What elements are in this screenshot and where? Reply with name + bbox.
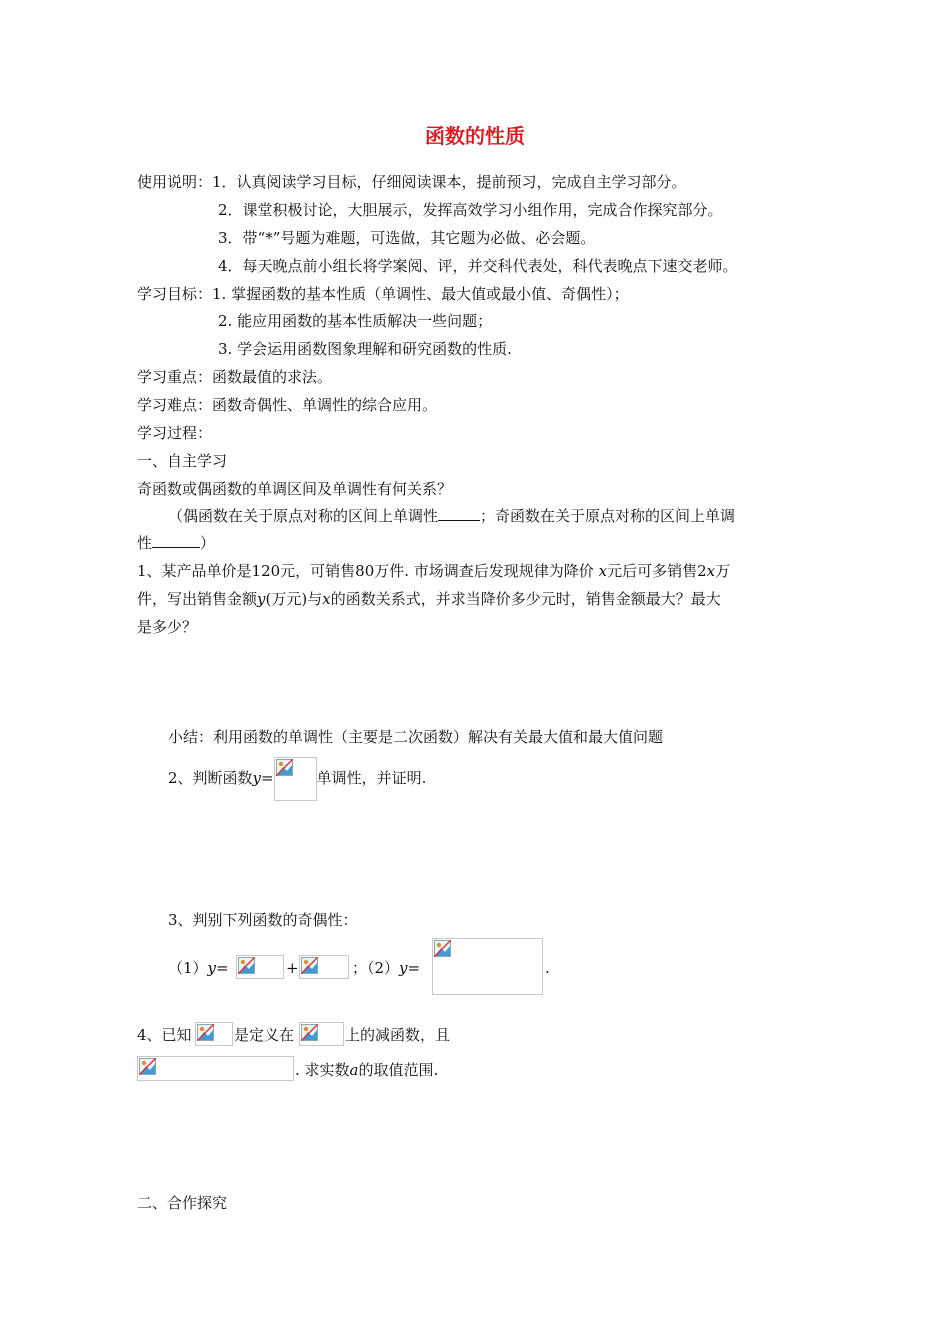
broken-image-icon xyxy=(301,1024,318,1041)
formula-image xyxy=(432,938,543,995)
q1-line-3: 是多少？ xyxy=(137,618,198,636)
usage-label: 使用说明： xyxy=(137,173,213,191)
usage-item-4: 4．每天晚点前小组长将学案阅、评，并交科代表处，科代表晚点下速交老师。 xyxy=(218,257,738,275)
usage-item-3: 3．带“*”号题为难题，可选做，其它题为必做、必会题。 xyxy=(218,229,596,247)
broken-image-icon xyxy=(301,957,318,974)
section-self-study: 一、自主学习 xyxy=(137,452,228,470)
summary: 小结：利用函数的单调性（主要是二次函数）解决有关最大值和最大值问题 xyxy=(168,728,664,746)
answer-blank-even[interactable] xyxy=(438,506,480,521)
formula-image xyxy=(236,955,284,979)
broken-image-icon xyxy=(276,759,293,776)
section-cooperative: 二、合作探究 xyxy=(137,1194,228,1212)
goals-label: 学习目标： xyxy=(137,285,213,303)
q1-line-1: 1、某产品单价是120元，可销售80万件. 市场调查后发现规律为降价 x元后可多销售2x万 xyxy=(137,562,731,580)
q1-line-2: 件，写出销售金额y(万元)与x的函数关系式，并求当降价多少元时，销售金额最大？最大 xyxy=(137,590,721,608)
broken-image-icon xyxy=(434,940,451,957)
answer-blank-odd[interactable] xyxy=(152,533,200,548)
formula-image xyxy=(299,955,349,979)
formula-image xyxy=(137,1056,294,1081)
question-intro: 奇函数或偶函数的单调区间及单调性有何关系？ xyxy=(137,480,453,498)
broken-image-icon xyxy=(139,1058,156,1075)
process-label: 学习过程： xyxy=(137,424,213,442)
broken-image-icon xyxy=(238,957,255,974)
goal-item-3: 3. 学会运用函数图象理解和研究函数的性质. xyxy=(218,340,512,358)
formula-image xyxy=(274,757,317,801)
key-point: 学习重点：函数最值的求法。 xyxy=(137,368,333,386)
usage-item-1: 使用说明：1．认真阅读学习目标，仔细阅读课本，提前预习，完成自主学习部分。 xyxy=(137,173,687,191)
q3-intro: 3、判别下列函数的奇偶性： xyxy=(168,911,358,929)
usage-item-2: 2．课堂积极讨论，大胆展示，发挥高效学习小组作用，完成合作探究部分。 xyxy=(218,201,723,219)
hint-line-2: 性 ） xyxy=(137,534,216,552)
formula-image xyxy=(195,1022,233,1046)
goal-item-1: 学习目标：1. 掌握函数的基本性质（单调性、最大值或最小值、奇偶性）； xyxy=(137,285,629,303)
broken-image-icon xyxy=(197,1024,214,1041)
difficulty: 学习难点：函数奇偶性、单调性的综合应用。 xyxy=(137,396,438,414)
hint-line-1: （偶函数在关于原点对称的区间上单调性 ；奇函数在关于原点对称的区间上单调 xyxy=(168,507,736,525)
formula-image xyxy=(299,1022,344,1046)
goal-item-2: 2. 能应用函数的基本性质解决一些问题； xyxy=(218,312,493,330)
page-title: 函数的性质 xyxy=(425,124,525,148)
q2-line: 2、判断函数y= 单调性，并证明. xyxy=(168,756,426,801)
